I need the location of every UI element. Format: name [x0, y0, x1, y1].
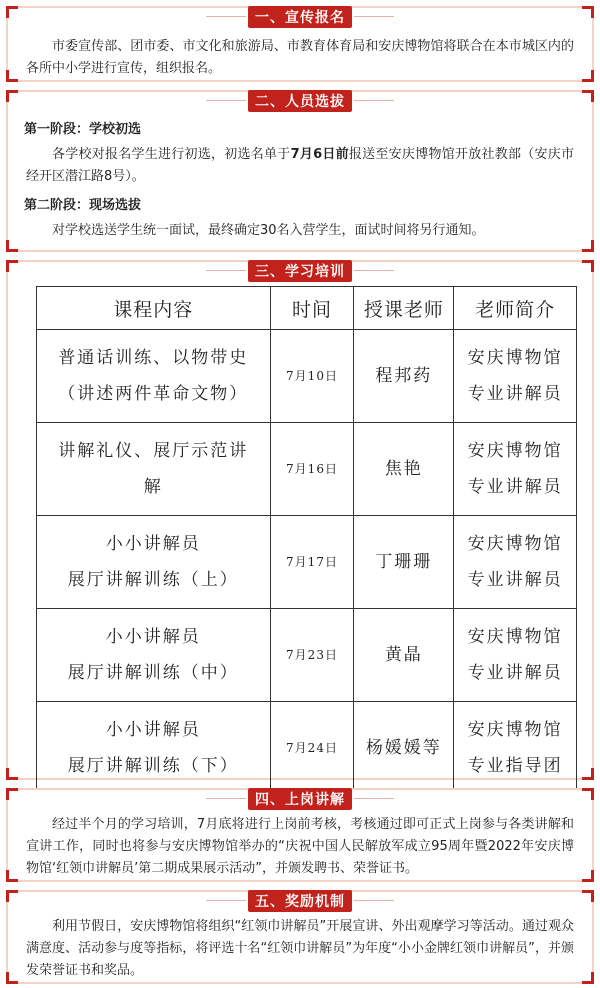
- header-time: 时间: [270, 287, 354, 330]
- cell-intro: 安庆博物馆 专业讲解员: [454, 516, 577, 609]
- table-row: [37, 609, 577, 702]
- section-title: 二、人员选拔: [248, 90, 352, 112]
- cell-time: 7月17日: [270, 516, 354, 609]
- stage1-title: 第一阶段：学校初选: [24, 122, 142, 137]
- cell-time: 7月16日: [270, 423, 354, 516]
- cell-intro: 安庆博物馆 专业讲解员: [454, 330, 577, 423]
- cell-content: 普通话训练、以物带史 （讲述两件革命文物）: [37, 330, 271, 423]
- cell-teacher: 黄晶: [354, 609, 454, 702]
- section-on-duty: [6, 788, 594, 882]
- cell-content: 讲解礼仪、展厅示范讲 解: [37, 423, 271, 516]
- cell-teacher: 丁珊珊: [354, 516, 454, 609]
- cell-intro: 安庆博物馆 专业指导团: [454, 702, 577, 795]
- section-selection: [6, 90, 594, 252]
- cell-content: 小小讲解员 展厅讲解训练（下）: [37, 702, 271, 795]
- header-intro: 老师简介: [454, 287, 577, 330]
- cell-time: 7月10日: [270, 330, 354, 423]
- cell-teacher: 焦艳: [354, 423, 454, 516]
- section-title: 四、上岗讲解: [248, 788, 352, 810]
- cell-intro: 安庆博物馆 专业讲解员: [454, 423, 577, 516]
- stage1-text-before: 各学校对报名学生进行初选，初选名单于: [52, 147, 291, 162]
- section-rewards: [6, 890, 594, 984]
- section-training: [6, 260, 594, 780]
- cell-content: 小小讲解员 展厅讲解训练（中）: [37, 609, 271, 702]
- cell-teacher: 杨媛媛等: [354, 702, 454, 795]
- stage1-text-after: 报送至安庆博物馆开放社教部（安庆市经开区潜江路8号）。: [26, 147, 574, 184]
- section-paragraph: 市委宣传部、团市委、市文化和旅游局、市教育体育局和安庆博物馆将联合在本市城区内的各所中小学进行宣传，组织报名。: [26, 39, 574, 76]
- course-table: [36, 286, 577, 795]
- table-row: [37, 330, 577, 423]
- section-title: 五、奖励机制: [248, 890, 352, 912]
- stage2-paragraph: 对学校选送学生统一面试，最终确定30名入营学生，面试时间将另行通知。: [52, 223, 485, 238]
- cell-content: 小小讲解员 展厅讲解训练（上）: [37, 516, 271, 609]
- section-paragraph: 利用节假日，安庆博物馆将组织“红领巾讲解员”开展宣讲、外出观摩学习等活动。通过观众满意度、活动参与度等指标，将评选十名“红领巾讲解员”为年度“小小金牌红领巾讲解员”，并颁发荣誉证书和奖品。: [26, 919, 574, 978]
- cell-time: 7月24日: [270, 702, 354, 795]
- section-title: 三、学习培训: [248, 260, 352, 282]
- cell-teacher: 程邦药: [354, 330, 454, 423]
- section-title: 一、宣传报名: [248, 6, 352, 28]
- cell-time: 7月23日: [270, 609, 354, 702]
- cell-intro: 安庆博物馆 专业讲解员: [454, 609, 577, 702]
- header-content: 课程内容: [37, 287, 271, 330]
- table-row: [37, 516, 577, 609]
- stage2-title: 第二阶段：现场选拔: [24, 198, 142, 213]
- table-header-row: [37, 287, 577, 330]
- table-row: [37, 702, 577, 795]
- table-row: [37, 423, 577, 516]
- header-teacher: 授课老师: [354, 287, 454, 330]
- stage1-deadline: 7月6日前: [290, 147, 349, 162]
- section-paragraph: 经过半个月的学习培训，7月底将进行上岗前考核，考核通过即可正式上岗参与各类讲解和宣讲工作，同时也将参与安庆博物馆举办的“庆祝中国人民解放军成立95周年暨2022年安庆博物馆‘红领巾讲解员’第二期成果展示活动”，并颁发聘书、荣誉证书。: [26, 817, 574, 876]
- stage1-paragraph: [26, 144, 574, 188]
- section-publicity: [6, 6, 594, 82]
